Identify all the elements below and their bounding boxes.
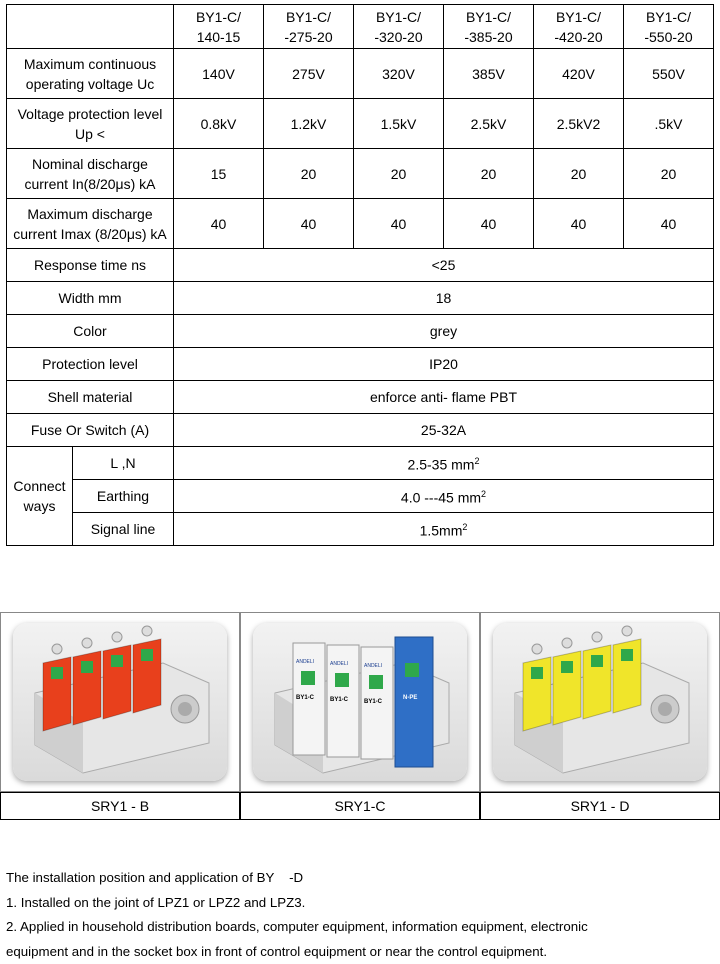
notes-item-1: 1. Installed on the joint of LPZ1 or LPZ2 and LPZ3.	[6, 891, 716, 916]
red-surge-protector-photo	[13, 623, 227, 781]
table-row	[7, 480, 714, 513]
table-row	[7, 513, 714, 546]
row-label: Response time ns	[7, 249, 174, 282]
connect-value-text: 1.5mm	[420, 523, 463, 539]
notes-item-2-continued: equipment and in the socket box in front of control equipment or near the control equipment.	[6, 940, 716, 964]
model-header-cell	[444, 5, 534, 49]
svg-text:BY1-C: BY1-C	[296, 695, 315, 701]
product-caption: SRY1 - B	[0, 792, 240, 820]
row-value: 2.5kV2	[534, 99, 624, 149]
table-row	[7, 447, 714, 480]
row-value: 275V	[264, 49, 354, 99]
row-label: Maximum discharge current Imax (8/20μs) kA	[7, 199, 174, 249]
row-value: 20	[264, 149, 354, 199]
model-name: BY1-C/ -385-20	[464, 9, 512, 45]
row-label: Color	[7, 315, 174, 348]
table-row	[7, 414, 714, 447]
row-value: 18	[174, 282, 714, 315]
row-value: 20	[444, 149, 534, 199]
table-row	[7, 199, 714, 249]
table-row	[7, 381, 714, 414]
row-value: 20	[534, 149, 624, 199]
surge-protector-illustration	[13, 623, 227, 781]
row-value: 420V	[534, 49, 624, 99]
row-value: 2.5kV	[444, 99, 534, 149]
row-value: 550V	[624, 49, 714, 99]
row-value: IP20	[174, 348, 714, 381]
product-photo-frame	[480, 612, 720, 792]
row-value: 25-32A	[174, 414, 714, 447]
svg-text:BY1-C: BY1-C	[364, 699, 383, 705]
row-value: 40	[444, 199, 534, 249]
product-caption: SRY1-C	[240, 792, 480, 820]
superscript: 2	[462, 522, 467, 532]
application-notes	[6, 866, 716, 964]
model-name: BY1-C/ -320-20	[374, 9, 422, 45]
row-value: 385V	[444, 49, 534, 99]
model-header-cell	[534, 5, 624, 49]
product-caption: SRY1 - D	[480, 792, 720, 820]
row-value: 0.8kV	[174, 99, 264, 149]
row-value: 40	[354, 199, 444, 249]
model-name: BY1-C/ -275-20	[284, 9, 332, 45]
connect-sub-label: Signal line	[73, 513, 174, 546]
table-row	[7, 282, 714, 315]
row-value: 1.2kV	[264, 99, 354, 149]
superscript: 2	[474, 456, 479, 466]
notes-item-2: 2. Applied in household distribution boards, computer equipment, information equipment, electronic	[6, 915, 716, 940]
surge-protector-illustration	[493, 623, 707, 781]
svg-text:N-PE: N-PE	[403, 695, 417, 701]
svg-text:ANDELI: ANDELI	[296, 659, 314, 665]
row-value: 20	[624, 149, 714, 199]
connect-value-text: 4.0 ---45 mm	[401, 490, 481, 506]
white-blue-surge-protector-photo	[253, 623, 467, 781]
row-value: 1.5kV	[354, 99, 444, 149]
row-value: .5kV	[624, 99, 714, 149]
row-label: Voltage protection level Up <	[7, 99, 174, 149]
notes-title: The installation position and application of BY -D	[6, 866, 716, 891]
table-row	[7, 315, 714, 348]
product-photo-frame	[0, 612, 240, 792]
spec-table	[6, 4, 714, 546]
table-row	[7, 99, 714, 149]
yellow-surge-protector-photo	[493, 623, 707, 781]
row-value: 320V	[354, 49, 444, 99]
row-label: Maximum continuous operating voltage Uc	[7, 49, 174, 99]
connect-value	[174, 447, 714, 480]
connect-ways-label: Connect ways	[7, 447, 73, 546]
table-header-row	[7, 5, 714, 49]
table-row	[7, 149, 714, 199]
product-photo-frame	[240, 612, 480, 792]
row-label: Width mm	[7, 282, 174, 315]
model-header-cell	[174, 5, 264, 49]
row-value: 40	[534, 199, 624, 249]
row-value: 40	[264, 199, 354, 249]
row-value: 40	[624, 199, 714, 249]
model-name: BY1-C/ 140-15	[196, 9, 241, 45]
row-label: Protection level	[7, 348, 174, 381]
svg-text:BY1-C: BY1-C	[330, 697, 349, 703]
superscript: 2	[481, 489, 486, 499]
model-header-cell	[264, 5, 354, 49]
model-name: BY1-C/ -420-20	[554, 9, 602, 45]
table-row	[7, 49, 714, 99]
row-value: <25	[174, 249, 714, 282]
row-value: 20	[354, 149, 444, 199]
row-value: enforce anti- flame PBT	[174, 381, 714, 414]
header-corner-cell	[7, 5, 174, 49]
row-label: Shell material	[7, 381, 174, 414]
row-label: Fuse Or Switch (A)	[7, 414, 174, 447]
connect-value	[174, 513, 714, 546]
model-header-cell	[624, 5, 714, 49]
connect-sub-label: L ,N	[73, 447, 174, 480]
row-value: 140V	[174, 49, 264, 99]
model-name: BY1-C/ -550-20	[644, 9, 692, 45]
row-label: Nominal discharge current In(8/20μs) kA	[7, 149, 174, 199]
connect-sub-label: Earthing	[73, 480, 174, 513]
row-value: grey	[174, 315, 714, 348]
table-row	[7, 348, 714, 381]
model-header-cell	[354, 5, 444, 49]
product-gallery	[0, 612, 720, 820]
row-value: 15	[174, 149, 264, 199]
connect-value	[174, 480, 714, 513]
svg-text:ANDELI: ANDELI	[364, 663, 382, 669]
connect-value-text: 2.5-35 mm	[408, 457, 475, 473]
row-value: 40	[174, 199, 264, 249]
table-row	[7, 249, 714, 282]
surge-protector-illustration	[253, 623, 467, 781]
svg-text:ANDELI: ANDELI	[330, 661, 348, 667]
